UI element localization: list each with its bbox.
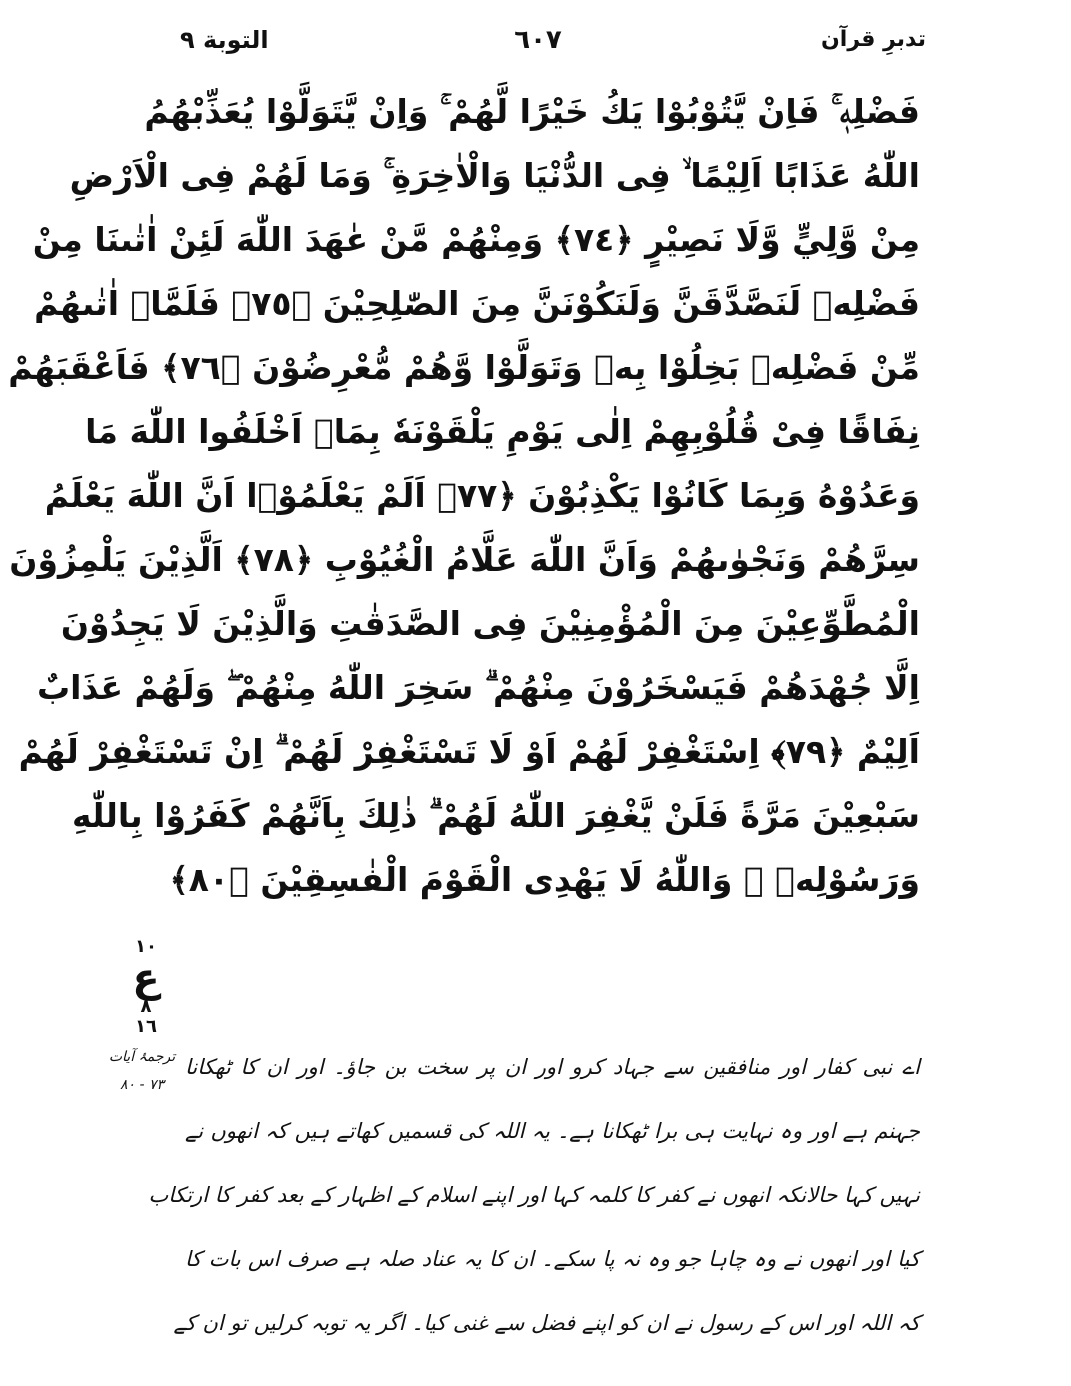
verse-line: سَبْعِيْنَ مَرَّةً فَلَنْ يَّغْفِرَ اللّٰهُ لَهُمْ ۗ ذٰلِكَ بِاَنَّهُمْ كَفَرُوْا بِاللّٰهِ	[72, 796, 920, 835]
verse-line: فَضْلِهٖ ۚ فَاِنْ يَّتُوْبُوْا يَكُ خَيْرًا لَّهُمْ ۚ وَاِنْ يَّتَوَلَّوْا يُعَذِّبْهُمُ	[144, 92, 920, 131]
verse-line: نِفَاقًا فِىْ قُلُوْبِهِمْ اِلٰى يَوْمِ يَلْقَوْنَهٗ بِمَاۤ اَخْلَفُوا اللّٰهَ مَا	[85, 412, 920, 451]
verse-line: فَضْلِهٖ لَنَصَّدَّقَنَّ وَلَنَكُوْنَنَّ مِنَ الصّٰلِحِيْنَ ﴿٧٥﴾ فَلَمَّاۤ اٰتٰىهُمْ	[34, 284, 920, 323]
translation-line: کہ اللہ اور اس کے رسول نے ان کو اپنے فضل سے غنی کیا۔ اگر یہ توبہ کرلیں تو ان کے	[173, 1311, 920, 1335]
marginal-label: ترجمۂ آیات	[108, 1049, 176, 1065]
page-number: ٦٠٧	[514, 25, 562, 55]
verse-line: الْمُطَّوِّعِيْنَ مِنَ الْمُؤْمِنِيْنَ فِى الصَّدَقٰتِ وَالَّذِيْنَ لَا يَجِدُوْنَ	[60, 604, 920, 643]
marginal-range: ٧٣ - ٨٠	[119, 1077, 165, 1093]
verse-line: اِلَّا جُهْدَهُمْ فَيَسْخَرُوْنَ مِنْهُمْ ۗ سَخِرَ اللّٰهُ مِنْهُمْ ۖ وَلَهُمْ عَذَابٌ	[36, 668, 920, 707]
quran-text	[8, 80, 920, 912]
translation-line: جہنم ہے اور وہ نہایت ہی برا ٹھکانا ہے۔ یہ اللہ کی قسمیں کھاتے ہیں کہ انھوں نے	[185, 1119, 920, 1143]
verse-line: اللّٰهُ عَذَابًا اَلِيْمًا ۙ فِى الدُّنْيَا وَالْاٰخِرَةِ ۚ وَمَا لَهُمْ فِى الْاَرْضِ	[69, 156, 920, 195]
surah-name: التوبة ٩	[180, 26, 269, 54]
translation-line: اے نبی کفار اور منافقین سے جہاد کرو اور ان پر سخت بن جاؤ۔ اور ان کا ٹھکانا	[185, 1055, 920, 1079]
ruku-ain-symbol: ع	[132, 955, 160, 1001]
page-header	[150, 20, 926, 64]
marginal-note	[100, 1043, 184, 1099]
translation-line: کیا اور انھوں نے وہ چاہا جو وہ نہ پا سکے۔ ان کا یہ عناد صلہ ہے صرف اس بات کا	[185, 1247, 920, 1271]
verse-line: اَلِيْمٌ ﴿٧٩﴾ اِسْتَغْفِرْ لَهُمْ اَوْ لَا تَسْتَغْفِرْ لَهُمْ ۗ اِنْ تَسْتَغْفِرْ لَهُمْ	[18, 732, 920, 771]
ruku-middle-number: ٨	[140, 996, 152, 1017]
verse-line: مِّنْ فَضْلِهٖ بَخِلُوْا بِهٖ وَتَوَلَّوْا وَّهُمْ مُّعْرِضُوْنَ ﴿٧٦﴾ فَاَعْقَبَهُمْ	[8, 348, 920, 387]
urdu-translation	[148, 1035, 920, 1355]
book-title: تدبرِ قرآن	[821, 27, 926, 52]
verse-line: وَعَدُوْهُ وَبِمَا كَانُوْا يَكْذِبُوْنَ ﴿٧٧﴾ اَلَمْ يَعْلَمُوْۤا اَنَّ اللّٰهَ يَعْلَمُ	[44, 476, 920, 515]
translation-line: نہیں کہا حالانکہ انھوں نے کفر کا کلمہ کہا اور اپنے اسلام کے اظہار کے بعد کفر کا ارتکاب	[148, 1183, 920, 1207]
ruku-top-number: ١٠	[135, 936, 157, 957]
verse-line: سِرَّهُمْ وَنَجْوٰىهُمْ وَاَنَّ اللّٰهَ عَلَّامُ الْغُيُوْبِ ﴿٧٨﴾ اَلَّذِيْنَ يَلْمِزُوْنَ	[9, 540, 920, 579]
verse-line: مِنْ وَّلِيٍّ وَّلَا نَصِيْرٍ ﴿٧٤﴾ وَمِنْهُمْ مَّنْ عٰهَدَ اللّٰهَ لَئِنْ اٰتٰىنَا مِنْ	[32, 220, 920, 259]
ruku-marker	[122, 938, 170, 1036]
verse-line: وَرَسُوْلِهٖ ۗ وَاللّٰهُ لَا يَهْدِى الْقَوْمَ الْفٰسِقِيْنَ ﴿٨٠﴾	[169, 860, 920, 899]
ruku-bottom-number: ١٦	[135, 1016, 157, 1037]
